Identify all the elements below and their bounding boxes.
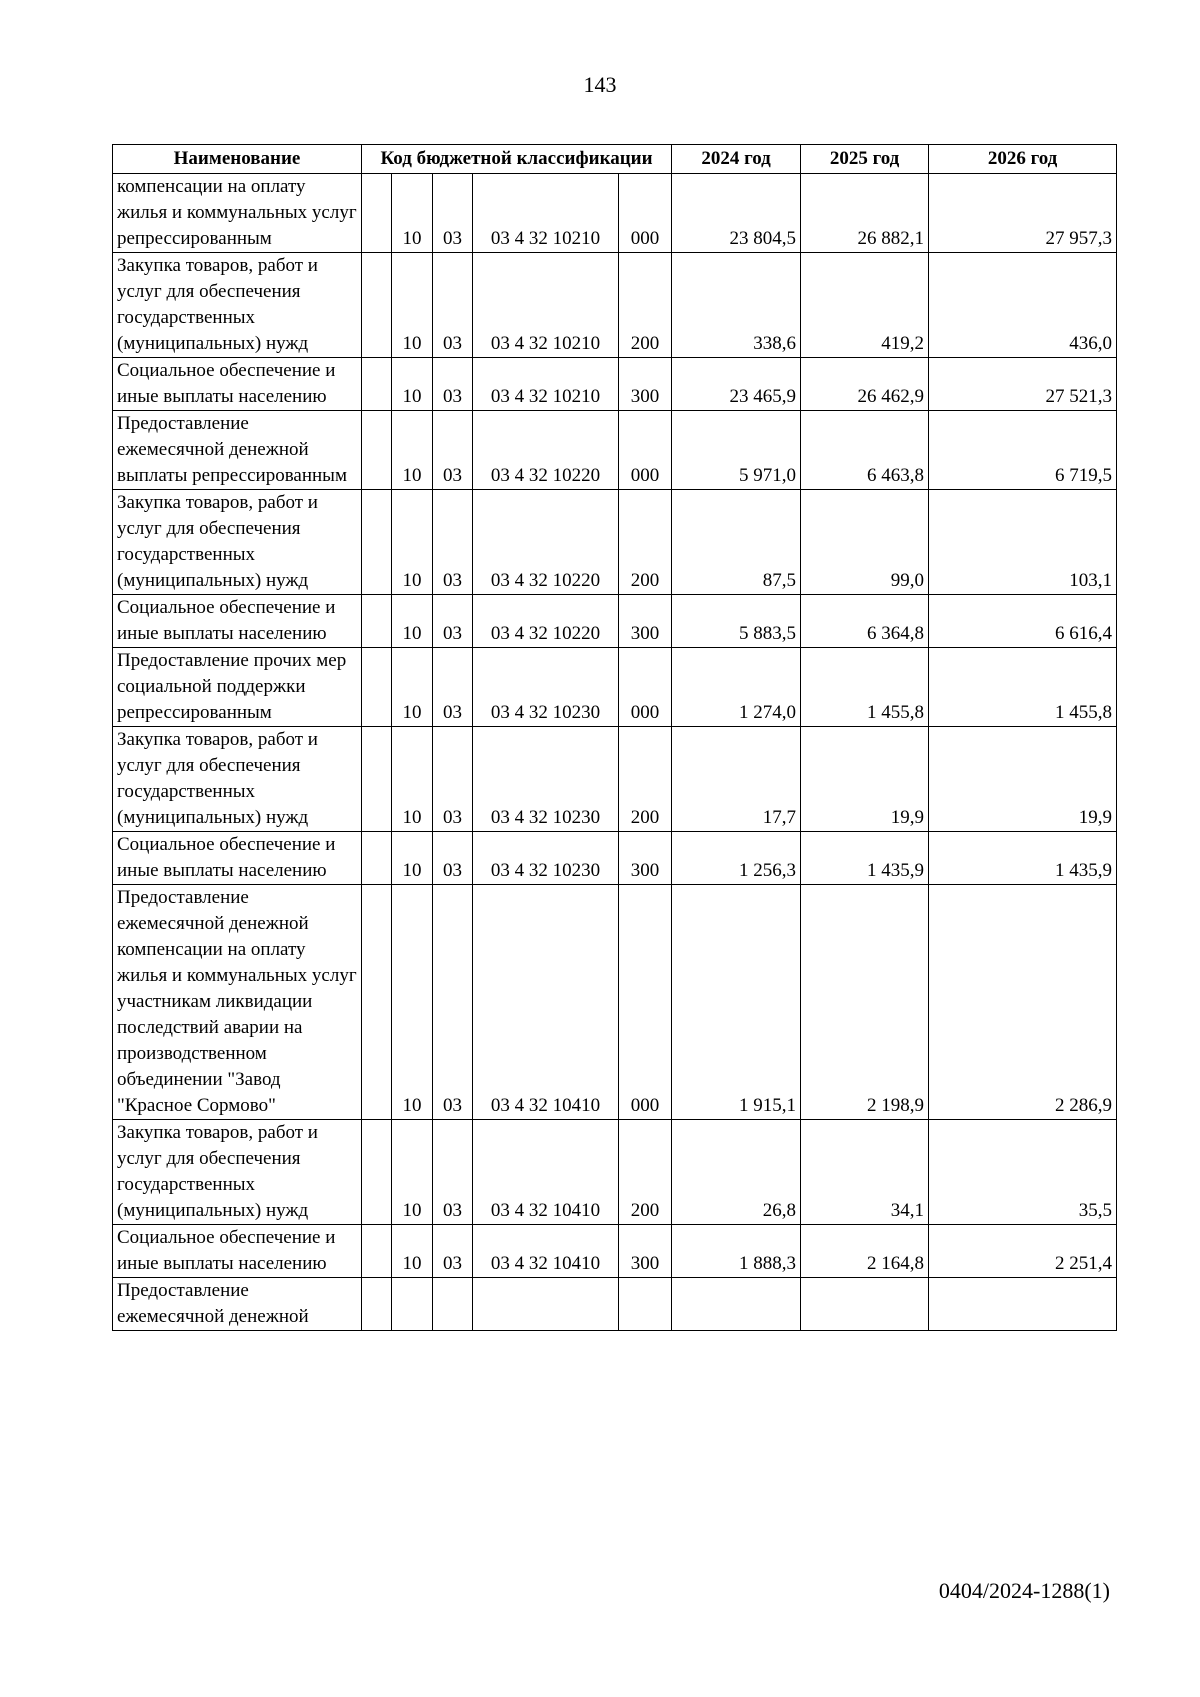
cell-spacer	[362, 885, 392, 1120]
cell-expense-type: 000	[619, 411, 672, 490]
cell-name: Социальное обеспечение и иные выплаты населению	[113, 358, 362, 411]
cell-2024: 1 274,0	[672, 648, 801, 727]
cell-section: 10	[392, 648, 433, 727]
cell-2024: 1 256,3	[672, 832, 801, 885]
cell-name: Социальное обеспечение и иные выплаты населению	[113, 832, 362, 885]
cell-2025: 1 435,9	[801, 832, 929, 885]
header-code: Код бюджетной классификации	[362, 145, 672, 174]
cell-name: Социальное обеспечение и иные выплаты населению	[113, 595, 362, 648]
cell-expense-type: 300	[619, 358, 672, 411]
cell-section: 10	[392, 595, 433, 648]
cell-2026: 1 455,8	[929, 648, 1117, 727]
cell-expense-type: 200	[619, 490, 672, 595]
cell-subsection: 03	[433, 411, 473, 490]
table-row	[113, 727, 1117, 832]
document-id: 0404/2024-1288(1)	[938, 1578, 1110, 1603]
cell-section: 10	[392, 358, 433, 411]
cell-2025: 19,9	[801, 727, 929, 832]
cell-2025: 1 455,8	[801, 648, 929, 727]
cell-2026: 2 251,4	[929, 1225, 1117, 1278]
table-row	[113, 885, 1117, 1120]
cell-2024: 87,5	[672, 490, 801, 595]
cell-2025: 6 463,8	[801, 411, 929, 490]
cell-subsection: 03	[433, 832, 473, 885]
cell-2026: 436,0	[929, 253, 1117, 358]
cell-name: Закупка товаров, работ и услуг для обеспечения государственных (муниципальных) нужд	[113, 253, 362, 358]
cell-2024: 1 888,3	[672, 1225, 801, 1278]
cell-2026: 6 719,5	[929, 411, 1117, 490]
table-row	[113, 490, 1117, 595]
cell-2026: 35,5	[929, 1120, 1117, 1225]
table-row	[113, 411, 1117, 490]
table-row	[113, 1225, 1117, 1278]
cell-subsection: 03	[433, 1225, 473, 1278]
table-row	[113, 253, 1117, 358]
table-row	[113, 1278, 1117, 1331]
cell-2025: 34,1	[801, 1120, 929, 1225]
cell-2024: 5 971,0	[672, 411, 801, 490]
cell-expense-type: 000	[619, 885, 672, 1120]
cell-subsection: 03	[433, 595, 473, 648]
cell-target-article: 03 4 32 10220	[473, 411, 619, 490]
cell-expense-type: 300	[619, 1225, 672, 1278]
cell-2025: 2 198,9	[801, 885, 929, 1120]
cell-spacer	[362, 727, 392, 832]
cell-subsection	[433, 1278, 473, 1331]
table-row	[113, 1120, 1117, 1225]
cell-2026	[929, 1278, 1117, 1331]
cell-2025: 2 164,8	[801, 1225, 929, 1278]
budget-table	[112, 144, 1117, 1331]
cell-subsection: 03	[433, 1120, 473, 1225]
cell-expense-type	[619, 1278, 672, 1331]
cell-section: 10	[392, 490, 433, 595]
cell-spacer	[362, 253, 392, 358]
cell-target-article: 03 4 32 10210	[473, 253, 619, 358]
cell-spacer	[362, 174, 392, 253]
table-row	[113, 648, 1117, 727]
cell-expense-type: 000	[619, 174, 672, 253]
cell-section: 10	[392, 253, 433, 358]
cell-name: компенсации на оплату жилья и коммунальных услуг репрессированным	[113, 174, 362, 253]
cell-2026: 27 521,3	[929, 358, 1117, 411]
cell-spacer	[362, 411, 392, 490]
cell-name: Социальное обеспечение и иные выплаты населению	[113, 1225, 362, 1278]
cell-subsection: 03	[433, 174, 473, 253]
table-row	[113, 174, 1117, 253]
cell-spacer	[362, 358, 392, 411]
cell-spacer	[362, 832, 392, 885]
table-header	[113, 145, 1117, 174]
table-row	[113, 832, 1117, 885]
cell-target-article: 03 4 32 10410	[473, 1120, 619, 1225]
cell-target-article: 03 4 32 10230	[473, 727, 619, 832]
cell-2025: 99,0	[801, 490, 929, 595]
cell-expense-type: 300	[619, 595, 672, 648]
cell-2026: 2 286,9	[929, 885, 1117, 1120]
cell-target-article: 03 4 32 10230	[473, 648, 619, 727]
cell-2026: 19,9	[929, 727, 1117, 832]
cell-expense-type: 200	[619, 1120, 672, 1225]
cell-target-article: 03 4 32 10220	[473, 490, 619, 595]
cell-2024: 1 915,1	[672, 885, 801, 1120]
cell-target-article: 03 4 32 10230	[473, 832, 619, 885]
cell-section: 10	[392, 1225, 433, 1278]
cell-subsection: 03	[433, 253, 473, 358]
cell-2025: 26 882,1	[801, 174, 929, 253]
cell-subsection: 03	[433, 358, 473, 411]
cell-expense-type: 000	[619, 648, 672, 727]
cell-section: 10	[392, 727, 433, 832]
cell-spacer	[362, 1278, 392, 1331]
cell-subsection: 03	[433, 727, 473, 832]
cell-expense-type: 200	[619, 727, 672, 832]
cell-expense-type: 300	[619, 832, 672, 885]
cell-section: 10	[392, 885, 433, 1120]
cell-2026: 103,1	[929, 490, 1117, 595]
cell-section: 10	[392, 174, 433, 253]
cell-2024	[672, 1278, 801, 1331]
cell-name: Предоставление ежемесячной денежной компенсации на оплату жилья и коммунальных услуг участникам ликвидации последствий аварии на производственном объединении "Завод "Красное Сормово"	[113, 885, 362, 1120]
cell-target-article: 03 4 32 10410	[473, 1225, 619, 1278]
cell-target-article: 03 4 32 10220	[473, 595, 619, 648]
cell-2025: 419,2	[801, 253, 929, 358]
cell-name: Предоставление прочих мер социальной поддержки репрессированным	[113, 648, 362, 727]
page-number: 143	[583, 72, 617, 97]
header-name: Наименование	[113, 145, 362, 174]
cell-spacer	[362, 1225, 392, 1278]
table-row	[113, 358, 1117, 411]
cell-2025: 6 364,8	[801, 595, 929, 648]
cell-2026: 1 435,9	[929, 832, 1117, 885]
cell-target-article	[473, 1278, 619, 1331]
cell-2024: 23 465,9	[672, 358, 801, 411]
cell-target-article: 03 4 32 10210	[473, 358, 619, 411]
cell-2026: 6 616,4	[929, 595, 1117, 648]
cell-target-article: 03 4 32 10210	[473, 174, 619, 253]
cell-subsection: 03	[433, 885, 473, 1120]
cell-expense-type: 200	[619, 253, 672, 358]
cell-spacer	[362, 490, 392, 595]
cell-section	[392, 1278, 433, 1331]
cell-spacer	[362, 595, 392, 648]
cell-name: Закупка товаров, работ и услуг для обеспечения государственных (муниципальных) нужд	[113, 727, 362, 832]
cell-section: 10	[392, 411, 433, 490]
cell-2024: 338,6	[672, 253, 801, 358]
cell-2025	[801, 1278, 929, 1331]
cell-subsection: 03	[433, 490, 473, 595]
cell-2026: 27 957,3	[929, 174, 1117, 253]
table-body	[113, 174, 1117, 1331]
cell-name: Закупка товаров, работ и услуг для обеспечения государственных (муниципальных) нужд	[113, 1120, 362, 1225]
cell-section: 10	[392, 832, 433, 885]
cell-2024: 17,7	[672, 727, 801, 832]
header-2024: 2024 год	[672, 145, 801, 174]
cell-2025: 26 462,9	[801, 358, 929, 411]
table-row	[113, 595, 1117, 648]
cell-name: Предоставление ежемесячной денежной выплаты репрессированным	[113, 411, 362, 490]
cell-section: 10	[392, 1120, 433, 1225]
cell-spacer	[362, 1120, 392, 1225]
cell-target-article: 03 4 32 10410	[473, 885, 619, 1120]
header-2026: 2026 год	[929, 145, 1117, 174]
cell-2024: 23 804,5	[672, 174, 801, 253]
cell-spacer	[362, 648, 392, 727]
cell-2024: 26,8	[672, 1120, 801, 1225]
cell-subsection: 03	[433, 648, 473, 727]
cell-name: Закупка товаров, работ и услуг для обеспечения государственных (муниципальных) нужд	[113, 490, 362, 595]
cell-name: Предоставление ежемесячной денежной	[113, 1278, 362, 1331]
header-2025: 2025 год	[801, 145, 929, 174]
cell-2024: 5 883,5	[672, 595, 801, 648]
